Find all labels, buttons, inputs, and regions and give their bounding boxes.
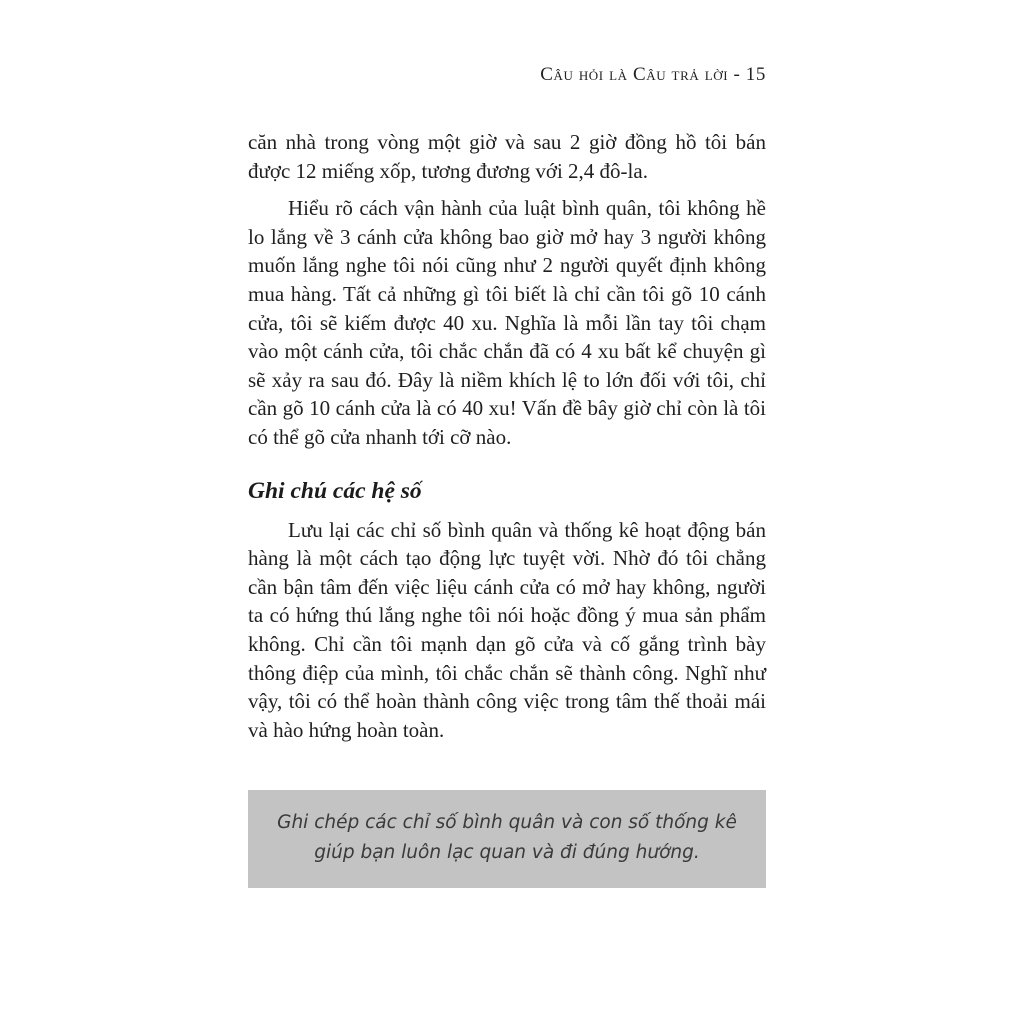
callout-text: Ghi chép các chỉ số bình quân và con số thống kê giúp bạn luôn lạc quan và đi đúng hướng. <box>277 812 737 864</box>
paragraph-notes: Lưu lại các chỉ số bình quân và thống kê hoạt động bán hàng là một cách tạo động lực tuyệt vời. Nhờ đó tôi chẳng cần bận tâm đến việc liệu cánh cửa có mở hay không, người ta có hứng thú lắng nghe tôi nói hoặc đồng ý mua sản phẩm không. Chỉ cần tôi mạnh dạn gõ cửa và cố gắng trình bày thông điệp của mình, tôi chắc chắn sẽ thành công. Nghĩ như vậy, tôi có thể hoàn thành công việc trong tâm thế thoải mái và hào hứng hoàn toàn. <box>248 517 766 742</box>
section-heading: Ghi chú các hệ số <box>248 477 422 504</box>
callout-box <box>248 790 766 888</box>
paragraph-continuation: căn nhà trong vòng một giờ và sau 2 giờ đồng hồ tôi bán được 12 miếng xốp, tương đương với 2,4 đô-la. <box>248 130 766 183</box>
paragraph-law-of-averages: Hiểu rõ cách vận hành của luật bình quân, tôi không hề lo lắng về 3 cánh cửa không bao giờ mở hay 3 người không muốn lắng nghe tôi nói cũng như 2 người quyết định không mua hàng. Tất cả những gì tôi biết là chỉ cần tôi gõ 10 cánh cửa, tôi sẽ kiếm được 40 xu. Nghĩa là mỗi lần tay tôi chạm vào một cánh cửa, tôi chắc chắn đã có 4 xu bất kể chuyện gì sẽ xảy ra sau đó. Đây là niềm khích lệ to lớn đối với tôi, chỉ cần gõ 10 cánh cửa là có 40 xu! Vấn đề bây giờ chỉ còn là tôi có thể gõ cửa nhanh tới cỡ nào. <box>248 196 766 449</box>
running-header: Câu hỏi là Câu trả lời - 15 <box>540 64 766 85</box>
text-column <box>248 0 766 888</box>
